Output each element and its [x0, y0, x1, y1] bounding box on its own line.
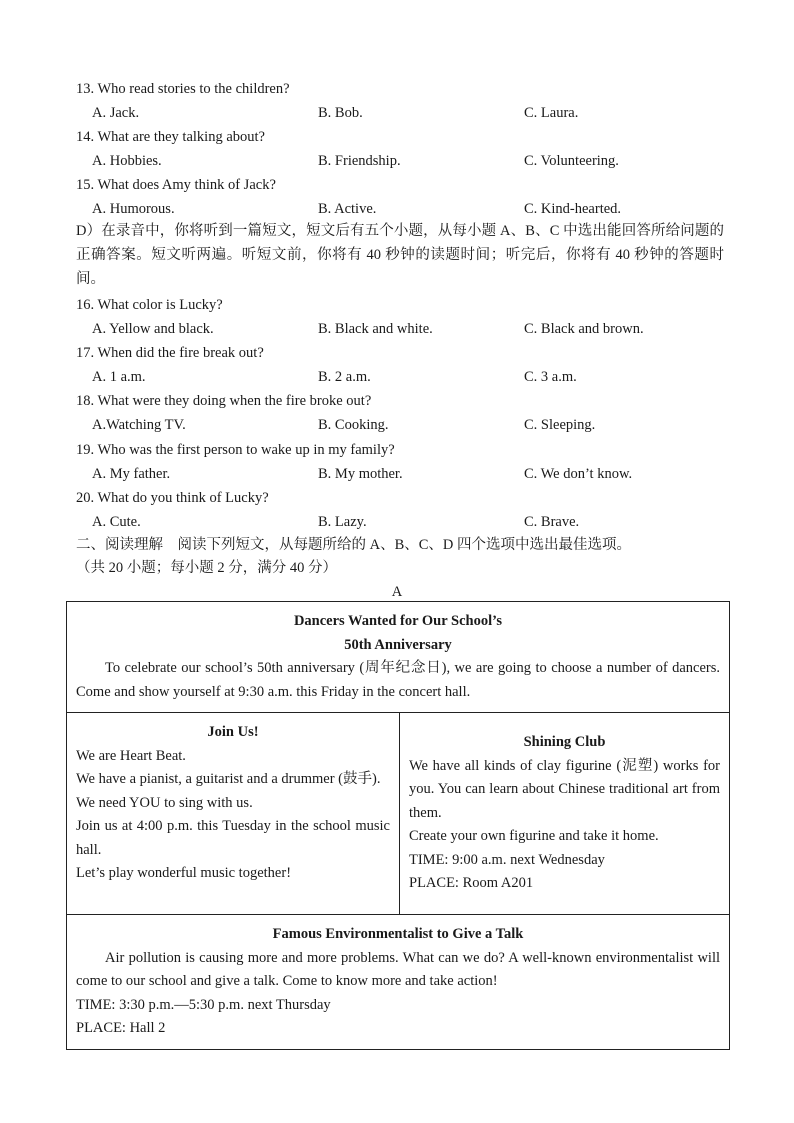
- option-b: B. 2 a.m.: [318, 369, 371, 385]
- option-b: B. Cooking.: [318, 417, 389, 433]
- question-14: 14. What are they talking about?: [76, 129, 265, 145]
- option-c: C. We don’t know.: [524, 466, 633, 482]
- ad-line: We need YOU to sing with us.: [76, 794, 253, 811]
- option-b: B. Black and white.: [318, 321, 433, 337]
- option-c: C. Volunteering.: [524, 153, 619, 169]
- ad-line: We have a pianist, a guitarist and a drummer (鼓手).: [76, 771, 381, 787]
- ad-title: Dancers Wanted for Our School’s: [293, 613, 503, 629]
- option-b: B. Bob.: [318, 105, 363, 121]
- question-16: 16. What color is Lucky?: [76, 297, 223, 313]
- option-c: C. Laura.: [524, 105, 579, 121]
- option-b: B. Friendship.: [318, 153, 401, 169]
- ad-line: Join us at 4:00 p.m. this Tuesday in the school music hall.: [76, 818, 390, 858]
- option-a: A. 1 a.m.: [92, 369, 146, 385]
- ad-line: PLACE: Room A201: [409, 875, 534, 892]
- passage-label: A: [391, 584, 403, 600]
- ad-line: We are Heart Beat.: [76, 747, 186, 764]
- option-c: C. Kind-hearted.: [524, 201, 622, 217]
- option-c: C. Brave.: [524, 514, 580, 530]
- ad-title: Join Us!: [207, 724, 259, 740]
- section-d-instructions: D）在录音中，你将听到一篇短文，短文后有五个小题，从每小题 A、B、C 中选出能回答所给问题的正确答案。短文听两遍。听短文前，你将有 40 秒钟的读题时间；听完后，你将有 40 秒钟的答题时间。: [76, 223, 724, 287]
- question-19: 19. Who was the first person to wake up in my family?: [76, 442, 395, 458]
- reading-section-header: 二、阅读理解 阅读下列短文，从每题所给的 A、B、C、D 四个选项中选出最佳选项。: [76, 537, 632, 553]
- option-c: C. Black and brown.: [524, 321, 644, 337]
- option-a: A. My father.: [92, 466, 171, 482]
- ad-title: Shining Club: [523, 734, 606, 751]
- question-20: 20. What do you think of Lucky?: [76, 490, 269, 506]
- option-b: B. My mother.: [318, 466, 403, 482]
- option-a: A.Watching TV.: [92, 417, 186, 433]
- option-a: A. Jack.: [92, 105, 140, 121]
- ad-subtitle: 50th Anniversary: [344, 636, 452, 653]
- ad-line: We have all kinds of clay figurine (泥塑) works for you. You can learn about Chinese traditional art from them.: [409, 757, 720, 821]
- option-a: A. Humorous.: [92, 201, 175, 217]
- ad-shining-club: [400, 713, 730, 915]
- question-17: 17. When did the fire break out?: [76, 345, 264, 361]
- ad-line: TIME: 9:00 a.m. next Wednesday: [409, 851, 605, 868]
- question-15: 15. What does Amy think of Jack?: [76, 177, 276, 193]
- ad-environmentalist-talk: [67, 915, 730, 1050]
- ad-dancers-wanted: [67, 602, 730, 713]
- option-b: B. Active.: [318, 201, 377, 217]
- ad-place: PLACE: Hall 2: [76, 1020, 166, 1036]
- ad-body: Air pollution is causing more and more problems. What can we do? A well-known environmentalist will come to our school and give a talk. Come to know more and take action!: [76, 949, 720, 989]
- ad-line: Let’s play wonderful music together!: [76, 865, 292, 881]
- question-13: 13. Who read stories to the children?: [76, 81, 290, 97]
- ad-body: To celebrate our school’s 50th anniversary (周年纪念日), we are going to choose a number of dancers. Come and show yourself at 9:30 a.m. this Friday in the concert hall.: [76, 660, 720, 700]
- question-18: 18. What were they doing when the fire broke out?: [76, 393, 372, 409]
- option-a: A. Hobbies.: [92, 153, 162, 169]
- ad-title: Famous Environmentalist to Give a Talk: [272, 926, 524, 942]
- option-a: A. Cute.: [92, 514, 141, 530]
- ad-join-us: [67, 713, 400, 915]
- option-b: B. Lazy.: [318, 514, 367, 530]
- reading-section-scoring: （共 20 小题；每小题 2 分，满分 40 分）: [76, 560, 337, 576]
- option-c: C. 3 a.m.: [524, 369, 577, 385]
- ad-line: Create your own figurine and take it home.: [409, 828, 659, 845]
- option-a: A. Yellow and black.: [92, 321, 214, 337]
- ad-time: TIME: 3:30 p.m.—5:30 p.m. next Thursday: [76, 996, 331, 1013]
- option-c: C. Sleeping.: [524, 417, 596, 433]
- ads-table: [66, 601, 730, 1050]
